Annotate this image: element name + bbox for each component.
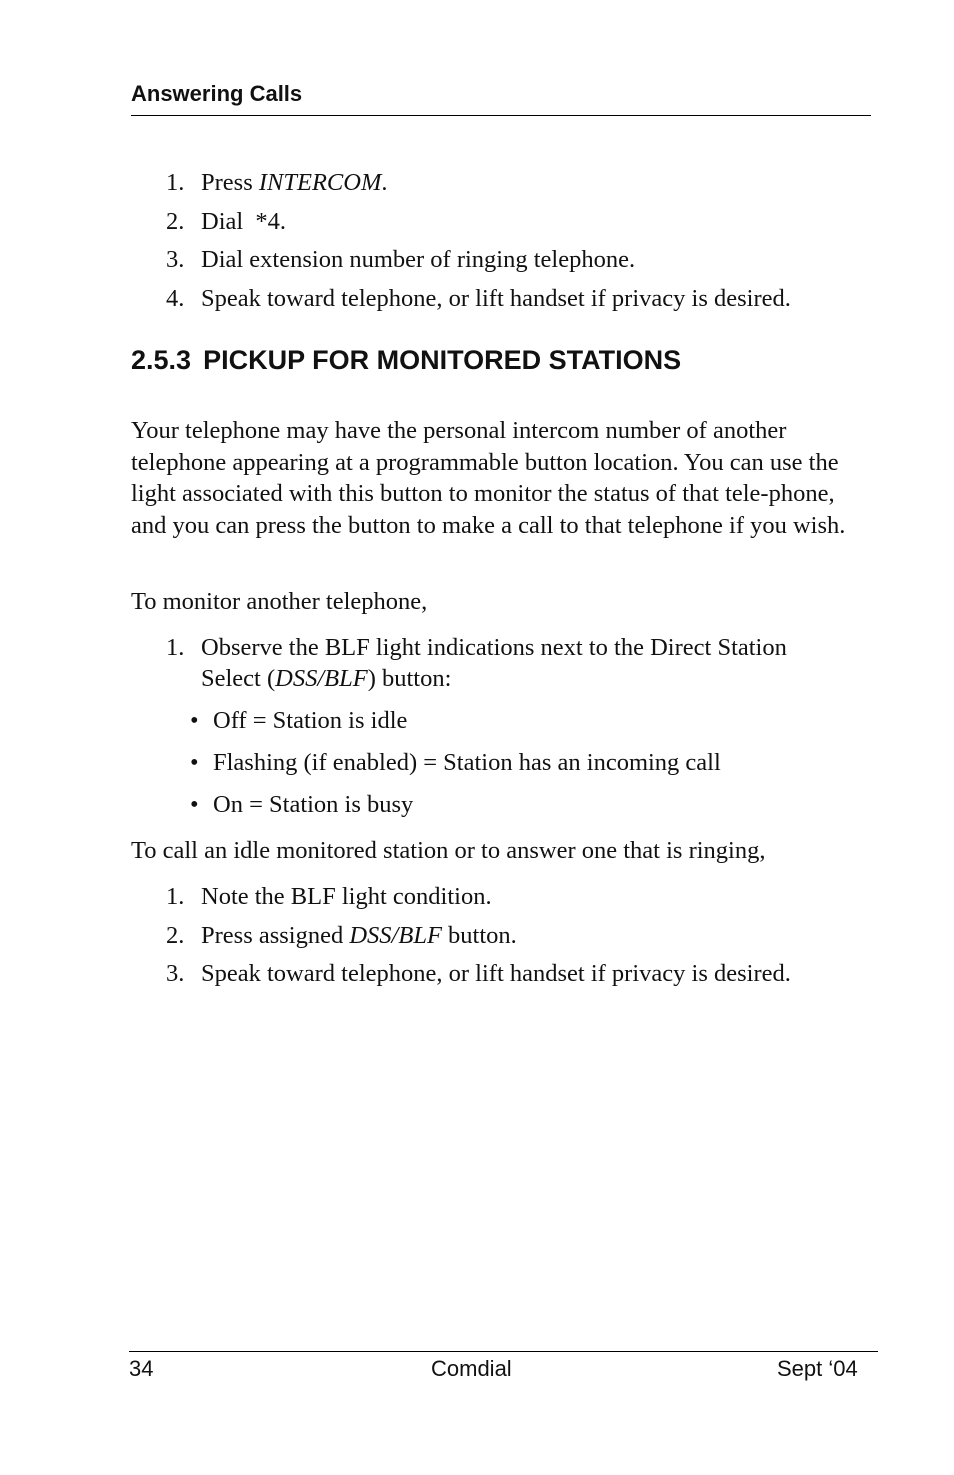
list-item [166,280,791,319]
step-text-post: ) button: [367,665,452,692]
step-text-post: . [381,169,388,196]
monitor-intro: To monitor another telephone, [131,588,428,615]
list-item [190,787,721,829]
step-number: 1. [166,883,185,910]
step-number: 2. [166,207,185,235]
list-item [166,241,791,280]
step-number: 1. [166,169,185,196]
bullet-icon: • [190,707,199,734]
step-number: 1. [166,634,185,661]
monitor-step [166,632,787,694]
step-text-pre: Speak toward telephone, or lift handset if privacy is desired. [201,284,791,312]
step-text-em: INTERCOM [258,169,382,196]
step-text [201,164,387,203]
step-text-pre: Note the BLF light condition. [201,883,492,910]
step-text-pre: Speak toward telephone, or lift handset if privacy is desired. [201,960,791,987]
step-text-em: DSS/BLF [349,921,442,949]
step-text [201,203,286,242]
running-head: Answering Calls [131,81,303,106]
step-text [201,955,791,994]
step-text [201,878,492,917]
footer-date: Sept ‘04 [777,1356,858,1381]
step-text-pre: Press assigned [201,921,350,949]
step-number: 4. [166,284,185,312]
step-number: 3. [166,246,185,273]
header-rule [131,115,871,116]
step-text [201,917,517,956]
bullet-text: On = Station is busy [213,791,414,818]
list-item [166,955,791,994]
step-text-pre: Select ( [201,665,276,692]
call-steps-list [166,878,791,994]
step-number: 2. [166,921,185,949]
step-text [201,241,635,280]
list-item [166,878,791,917]
bullet-text: Flashing (if enabled) = Station has an incoming call [213,749,721,776]
page-number: 34 [129,1356,154,1381]
step-text-pre: Dial *4. [201,207,287,235]
step-number: 3. [166,960,185,987]
footer-publisher: Comdial [431,1356,512,1381]
step-text-post: button. [441,921,517,949]
section-number: 2.5.3 [131,345,192,375]
step-text-pre: Dial extension number of ringing telephone. [201,246,636,273]
footer-rule [129,1351,878,1352]
blf-indication-list [190,703,721,829]
bullet-text: Off = Station is idle [213,707,408,734]
list-item [166,917,791,956]
call-intro: To call an idle monitored station or to answer one that is ringing, [131,837,766,864]
step-text-em: DSS/BLF [275,665,368,692]
list-item [190,703,721,745]
step-text [201,280,791,319]
step-text-line2 [166,663,787,694]
section-heading [131,345,681,376]
list-item [166,203,791,242]
bullet-icon: • [190,791,199,818]
step-text-pre: Press [201,169,259,196]
bullet-icon: • [190,749,199,776]
list-item [190,745,721,787]
section-title: PICKUP FOR MONITORED STATIONS [203,345,682,375]
intro-paragraph: Your telephone may have the personal intercom number of another telephone appearing at a programmable button location. You can use the light associated with this button to monitor the status of that tele-phone, and you can press the button to make a call to that telephone if you wish. [131,417,846,539]
step-text-line1: Observe the BLF light indications next to the Direct Station [201,634,787,661]
intercom-steps-list [166,164,791,318]
list-item [166,164,791,203]
